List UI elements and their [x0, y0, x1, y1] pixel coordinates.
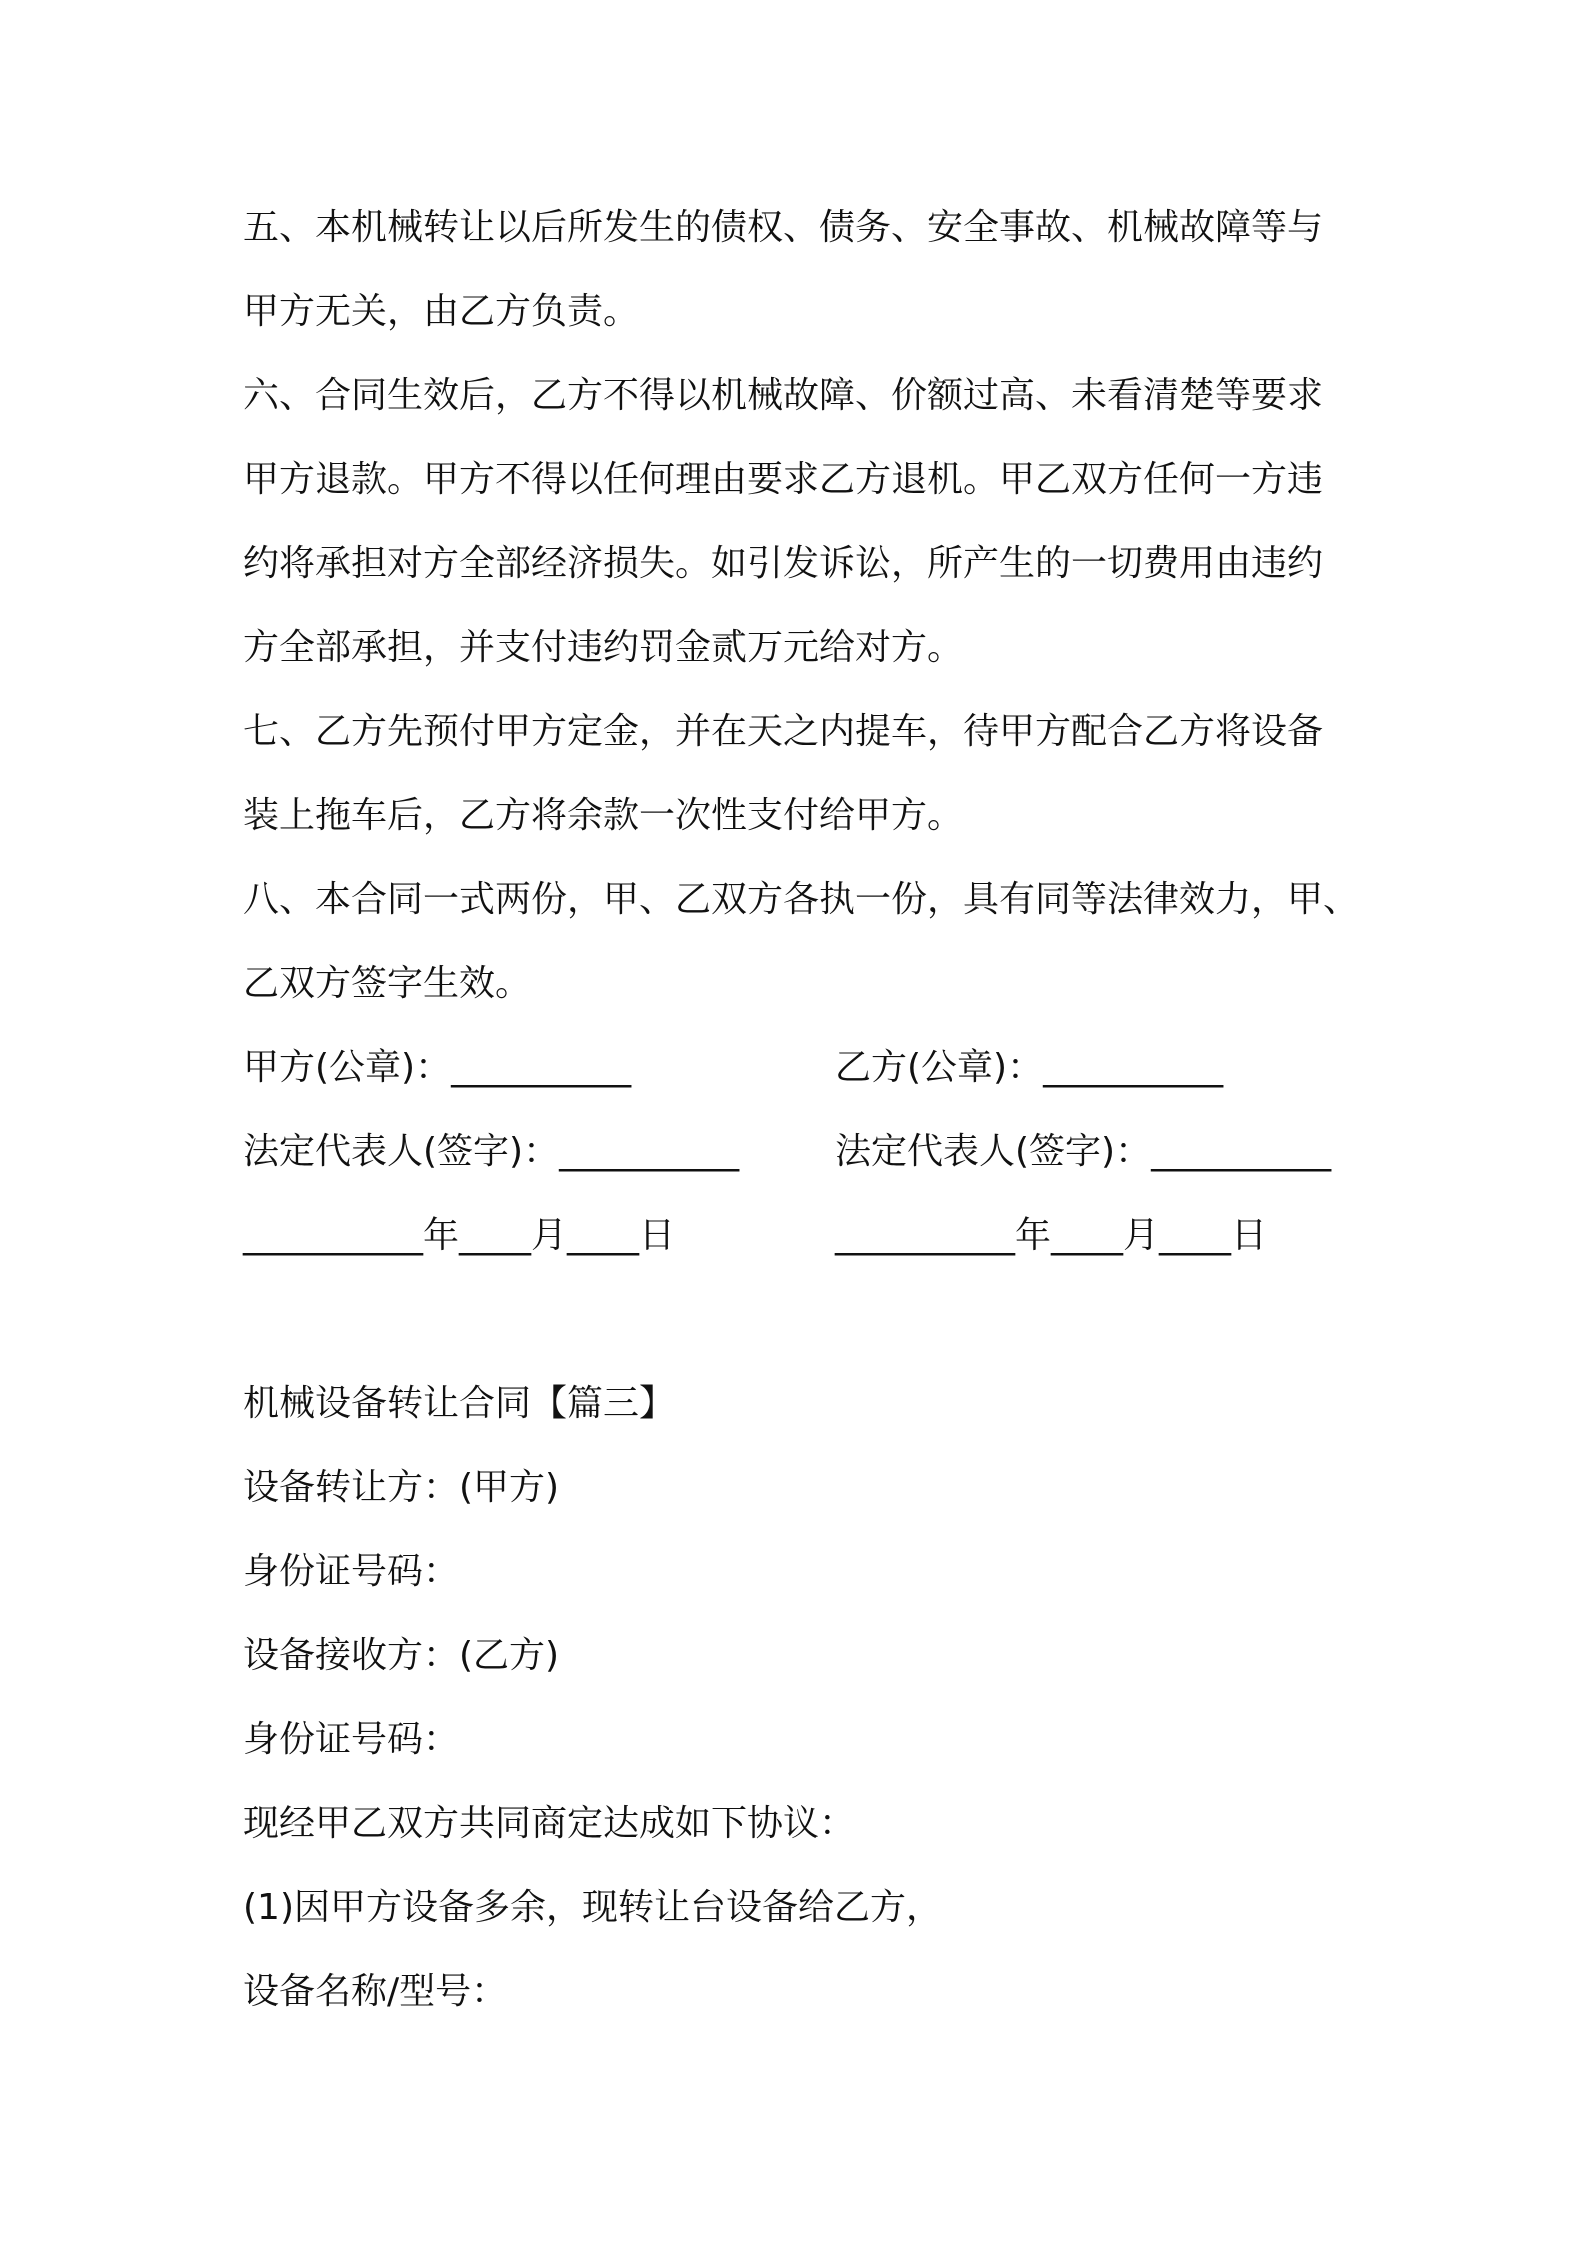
party-a-date-line: __________年____月____日 [243, 1215, 675, 1256]
clause-7-line-1: 七、乙方先预付甲方定金，并在天之内提车，待甲方配合乙方将设备 [243, 711, 1324, 752]
party-a-representative-line: 法定代表人(签字)：__________ [243, 1131, 740, 1172]
party-a-seal-line: 甲方(公章)：__________ [243, 1047, 632, 1088]
clause-8-line-2: 乙双方签字生效。 [243, 963, 532, 1004]
section-title: 机械设备转让合同【篇三】 [243, 1383, 676, 1424]
party-b-date-line: __________年____月____日 [835, 1215, 1267, 1256]
receiver-line: 设备接收方：(乙方) [243, 1635, 560, 1676]
clause-5-line-2: 甲方无关，由乙方负责。 [243, 291, 640, 332]
party-b-representative-line: 法定代表人(签字)：__________ [835, 1131, 1332, 1172]
equipment-name-line: 设备名称/型号： [243, 1971, 508, 2012]
party-b-seal-line: 乙方(公章)：__________ [835, 1047, 1224, 1088]
clause-6-line-1: 六、合同生效后，乙方不得以机械故障、价额过高、未看清楚等要求 [243, 375, 1324, 416]
receiver-id-line: 身份证号码： [243, 1719, 460, 1760]
agreement-item-1: (1)因甲方设备多余，现转让台设备给乙方， [243, 1887, 942, 1928]
clause-8-line-1: 八、本合同一式两份，甲、乙双方各执一份，具有同等法律效力，甲、 [243, 879, 1360, 920]
transferor-line: 设备转让方：(甲方) [243, 1467, 560, 1508]
clause-7-line-2: 装上拖车后，乙方将余款一次性支付给甲方。 [243, 795, 964, 836]
agreement-intro-line: 现经甲乙双方共同商定达成如下协议： [243, 1803, 856, 1844]
transferor-id-line: 身份证号码： [243, 1551, 460, 1592]
clause-6-line-4: 方全部承担，并支付违约罚金贰万元给对方。 [243, 627, 964, 668]
clause-6-line-2: 甲方退款。甲方不得以任何理由要求乙方退机。甲乙双方任何一方违 [243, 459, 1324, 500]
clause-5-line-1: 五、本机械转让以后所发生的债权、债务、安全事故、机械故障等与 [243, 207, 1324, 248]
clause-6-line-3: 约将承担对方全部经济损失。如引发诉讼，所产生的一切费用由违约 [243, 543, 1324, 584]
